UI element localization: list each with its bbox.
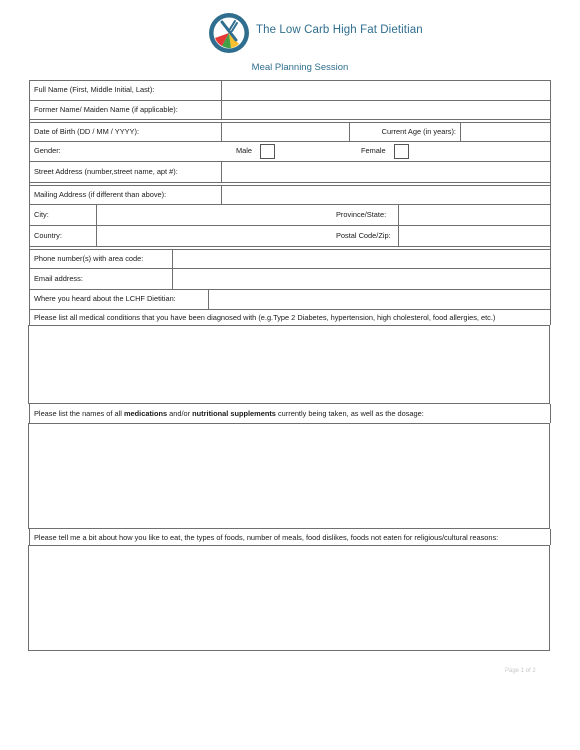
postal-label: Postal Code/Zip:	[336, 230, 391, 240]
eating-question	[29, 529, 551, 545]
mailing-label: Mailing Address (if different than above):	[34, 189, 167, 199]
dob-field[interactable]	[221, 123, 349, 141]
full-name-field[interactable]	[221, 81, 550, 100]
medications-textarea[interactable]	[28, 423, 550, 529]
full-name-label: Full Name (First, Middle Initial, Last):	[34, 85, 155, 95]
mailing-field[interactable]	[221, 186, 550, 204]
heard-field[interactable]	[208, 290, 550, 309]
city-label: City:	[34, 209, 49, 219]
phone-field[interactable]	[172, 250, 550, 268]
dob-label: Date of Birth (DD / MM / YYYY):	[34, 126, 139, 136]
dob-row	[29, 122, 551, 142]
phone-row	[29, 249, 551, 269]
intake-form	[29, 80, 551, 651]
email-label: Email address:	[34, 273, 83, 283]
email-field[interactable]	[172, 269, 550, 289]
full-name-row	[29, 81, 551, 101]
street-label: Street Address (number,street name, apt #):	[34, 166, 178, 176]
city-row	[29, 205, 551, 226]
page-subtitle: Meal Planning Session	[251, 62, 349, 73]
province-field[interactable]	[398, 205, 550, 225]
male-checkbox[interactable]	[260, 144, 275, 159]
city-field[interactable]	[96, 205, 332, 225]
former-name-field[interactable]	[221, 101, 550, 119]
male-label: Male	[236, 146, 253, 156]
female-checkbox[interactable]	[394, 144, 409, 159]
country-label: Country:	[34, 230, 62, 240]
former-name-row	[29, 101, 551, 120]
female-label: Female	[361, 146, 386, 156]
heard-row	[29, 290, 551, 310]
province-label: Province/State:	[336, 209, 387, 219]
street-row	[29, 162, 551, 183]
medical-conditions-textarea[interactable]	[28, 325, 550, 404]
header	[0, 8, 580, 58]
brand-name: The Low Carb High Fat Dietitian	[256, 24, 423, 36]
street-field[interactable]	[221, 162, 550, 182]
male-option	[221, 142, 349, 161]
medical-question-text: Please list all medical conditions that you have been diagnosed with (e.g.Type 2 Diabetes, hypertension, high cholesterol, food allergies, etc.)	[34, 313, 496, 322]
female-option	[349, 142, 550, 161]
page-number: Page 1 of 2	[505, 668, 536, 674]
postal-field[interactable]	[398, 226, 550, 246]
lchf-dietitian-logo-icon	[208, 12, 250, 54]
country-row	[29, 226, 551, 247]
current-age-label: Current Age (in years):	[349, 123, 460, 141]
country-field[interactable]	[96, 226, 332, 246]
current-age-field[interactable]	[460, 123, 550, 141]
email-row	[29, 269, 551, 290]
gender-label: Gender:	[34, 146, 61, 156]
phone-label: Phone number(s) with area code:	[34, 253, 144, 263]
medications-question	[29, 404, 551, 423]
gender-row	[29, 142, 551, 162]
eating-question-text: Please tell me a bit about how you like to eat, the types of foods, number of meals, food dislikes, foods not eaten for religious/cultural reasons:	[34, 532, 499, 542]
medical-question	[29, 310, 551, 325]
former-name-label: Former Name/ Maiden Name (if applicable):	[34, 104, 178, 114]
eating-habits-textarea[interactable]	[28, 545, 550, 651]
heard-label: Where you heard about the LCHF Dietitian:	[34, 294, 176, 304]
medications-question-text: Please list the names of all medications and/or nutritional supplements currently being taken, as well as the dosage:	[34, 408, 424, 418]
mailing-row	[29, 185, 551, 205]
